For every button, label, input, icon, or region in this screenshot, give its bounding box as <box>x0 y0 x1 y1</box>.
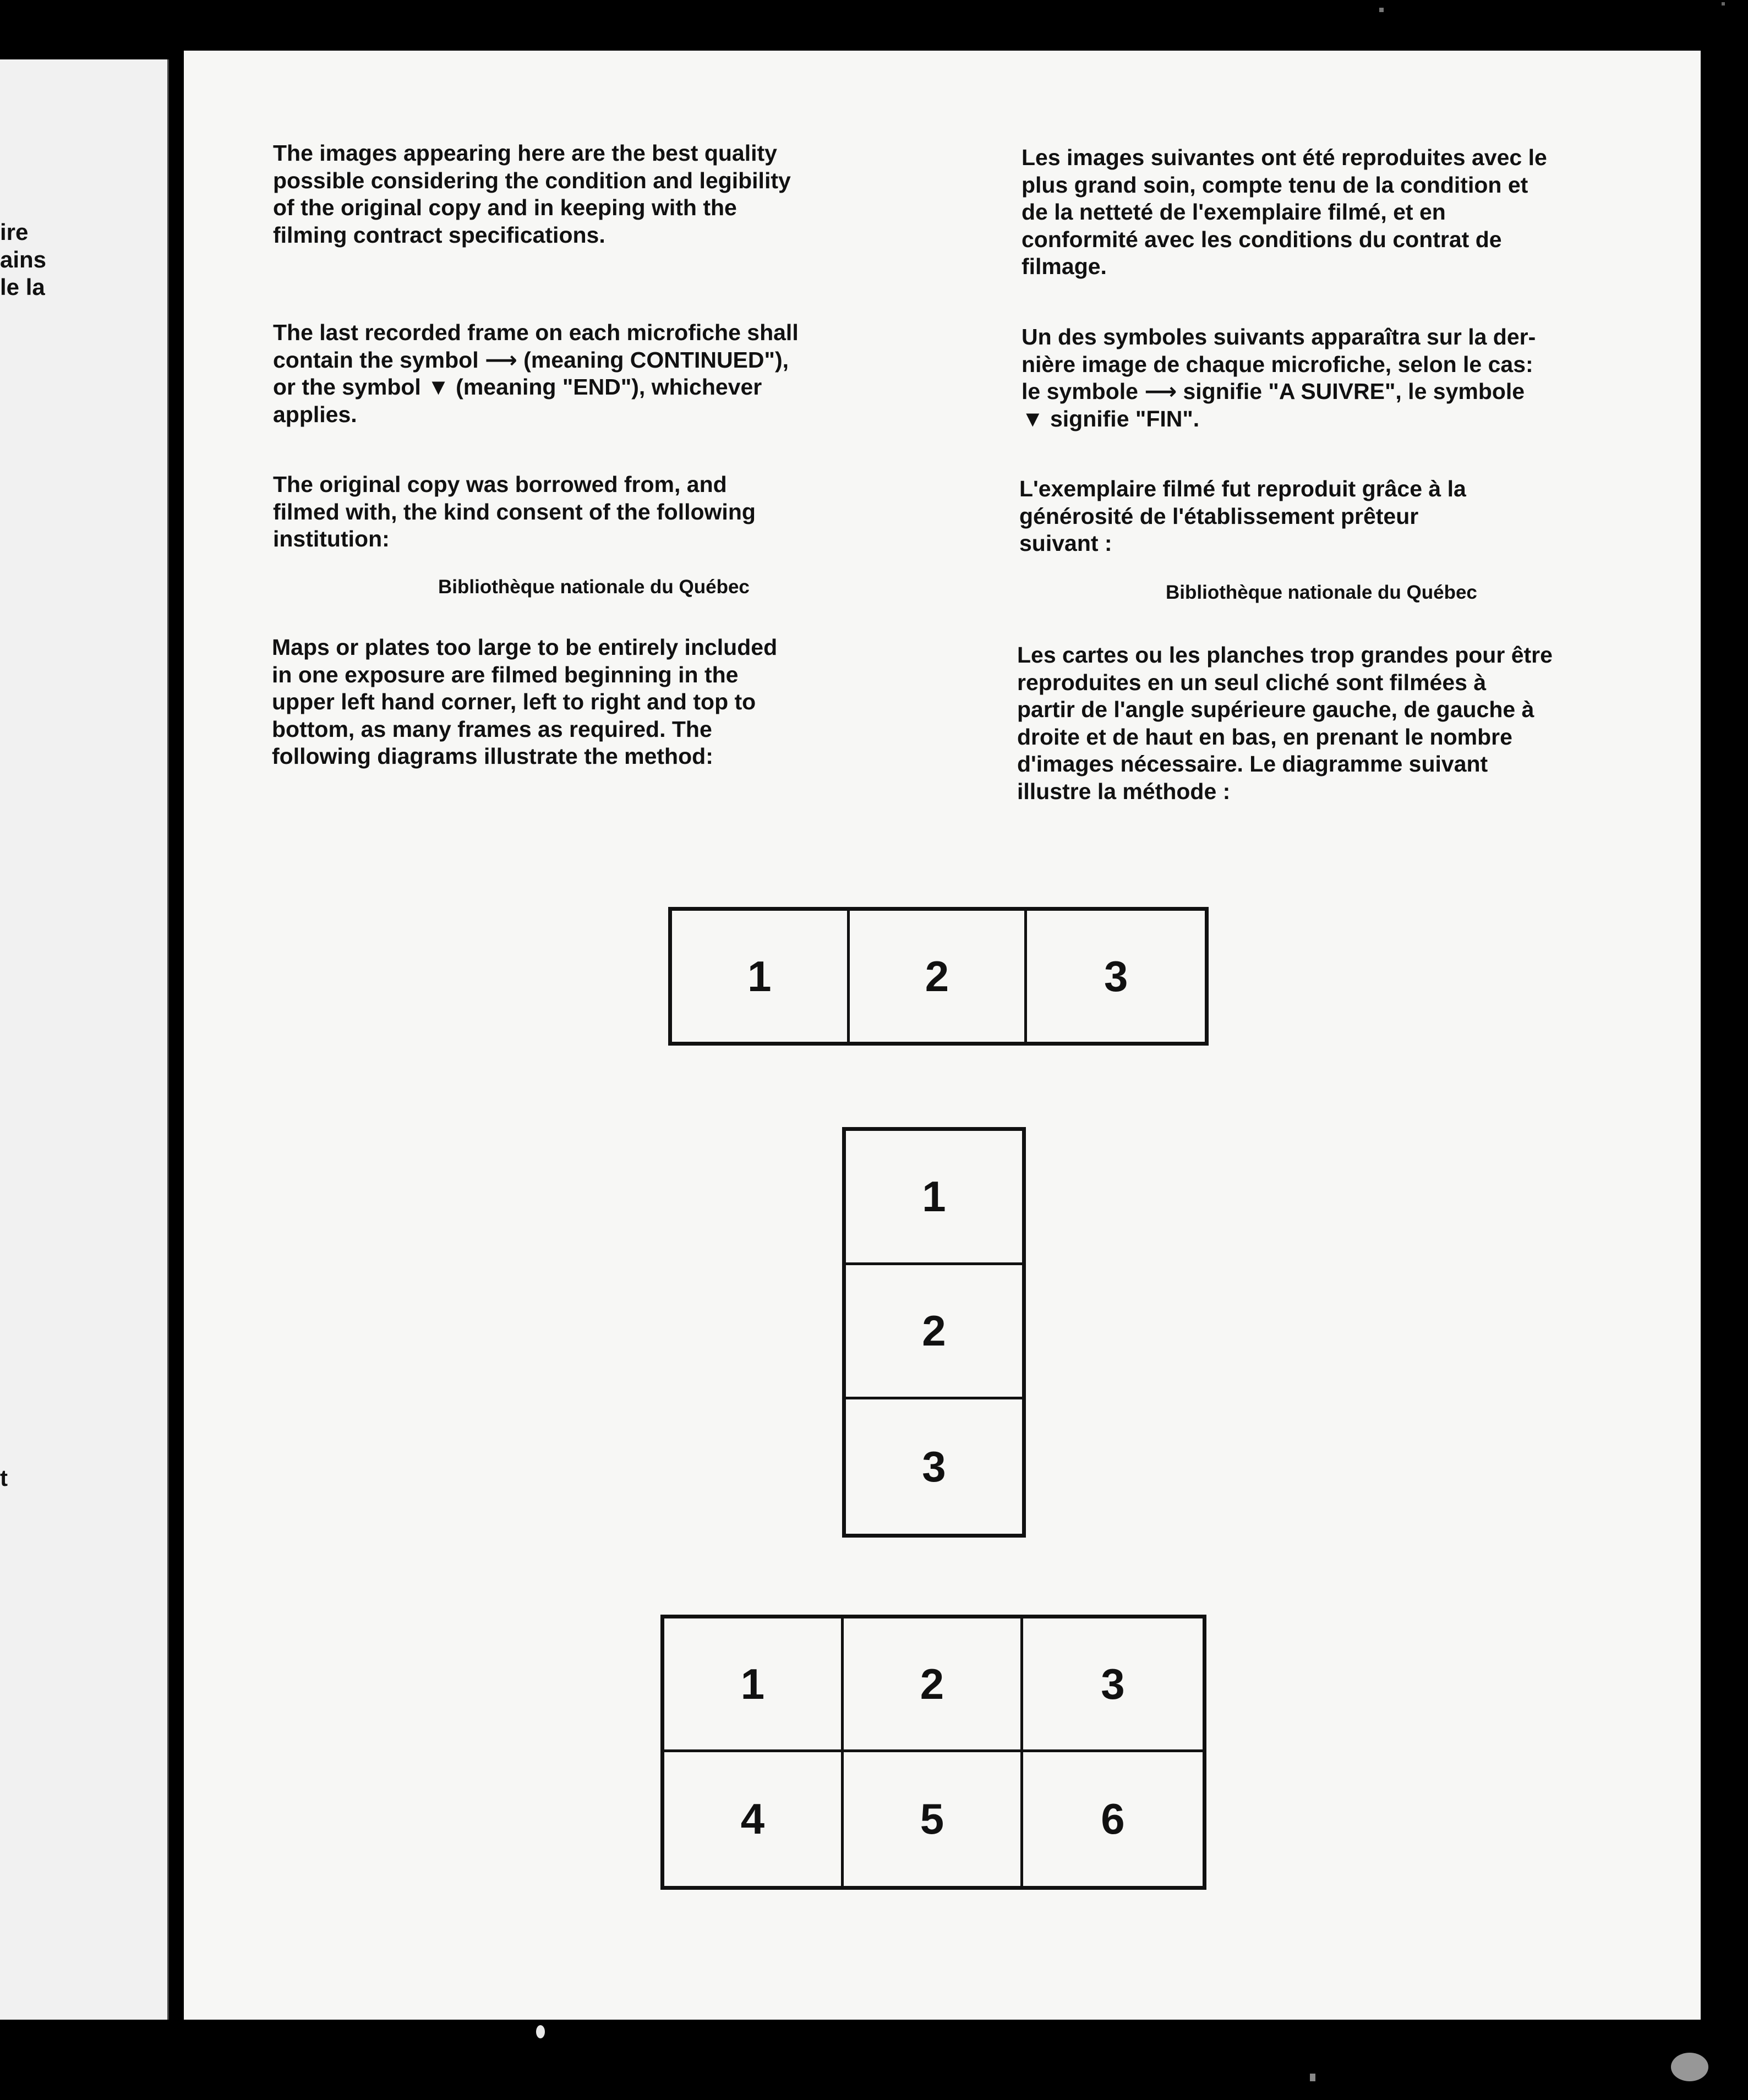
left-fragment-text: ains <box>0 247 47 272</box>
text-line: possible considering the condition and legibility <box>273 167 791 193</box>
scan-speck <box>1379 8 1384 12</box>
text-line: The original copy was borrowed from, and <box>273 472 727 497</box>
diagram-cell: 1 <box>846 1131 1022 1265</box>
diagram-cell: 3 <box>922 1442 946 1491</box>
text-line: L'exemplaire filmé fut reproduit grâce à la <box>1019 476 1466 501</box>
diagram-cell: 3 <box>1104 951 1128 1000</box>
english-library-name: Bibliothèque nationale du Québec <box>438 576 750 598</box>
text-line: générosité de l'établissement prêteur <box>1019 503 1419 529</box>
text-line: nière image de chaque microfiche, selon le cas: <box>1022 351 1533 377</box>
text-line: conformité avec les conditions du contrat de <box>1022 226 1502 252</box>
scan-speck <box>1722 2 1725 6</box>
diagram-cell: 2 <box>850 911 1028 1042</box>
diagram-cell: 1 <box>672 911 850 1042</box>
text-line: Maps or plates too large to be entirely included <box>272 635 778 660</box>
scan-speck <box>1310 2074 1315 2081</box>
left-fragment-text: t <box>0 1465 8 1491</box>
text-line: suivant : <box>1019 531 1112 556</box>
diagram-cell: 2 <box>844 1618 1023 1752</box>
diagram-cell: 1 <box>664 1618 844 1752</box>
scan-speck <box>536 2025 545 2038</box>
text-line: de la netteté de l'exemplaire filmé, et en <box>1022 199 1446 225</box>
diagram-cell: 4 <box>664 1752 844 1886</box>
text-line: droite et de haut en bas, en prenant le nombre <box>1017 724 1512 750</box>
text-line: The images appearing here are the best quality <box>273 140 777 166</box>
text-line: upper left hand corner, left to right and top to <box>272 689 756 714</box>
text-line: le symbole ⟶ signifie "A SUIVRE", le symbole <box>1022 379 1525 404</box>
text-line: of the original copy and in keeping with the <box>273 195 737 220</box>
french-library-name: Bibliothèque nationale du Québec <box>1166 582 1477 603</box>
text-line: plus grand soin, compte tenu de la condition et <box>1022 172 1528 198</box>
left-fragment-text: ire <box>0 219 29 245</box>
left-fragment-text: le la <box>0 274 45 300</box>
text-line: filmed with, the kind consent of the following <box>273 499 756 524</box>
text-line: filmage. <box>1022 254 1107 279</box>
text-line: ▼ signifie "FIN". <box>1022 406 1200 431</box>
text-line: filming contract specifications. <box>273 222 605 248</box>
text-line: Un des symboles suivants apparaîtra sur la der- <box>1022 324 1536 349</box>
text-line: Les cartes ou les planches trop grandes pour être <box>1017 642 1553 668</box>
scan-speck <box>1671 2053 1708 2081</box>
text-line: applies. <box>273 401 357 427</box>
text-line: in one exposure are filmed beginning in the <box>272 661 739 687</box>
text-line: institution: <box>273 526 390 551</box>
diagram-cell: 3 <box>1023 1618 1203 1752</box>
text-line: contain the symbol ⟶ (meaning CONTINUED"), <box>273 347 789 373</box>
diagram-cell: 5 <box>844 1752 1023 1886</box>
text-line: partir de l'angle supérieure gauche, de gauche à <box>1017 697 1534 722</box>
diagram-cell: 2 <box>846 1265 1022 1399</box>
text-line: or the symbol ▼ (meaning "END"), whichever <box>273 374 762 400</box>
text-line: bottom, as many frames as required. The <box>272 716 712 742</box>
text-line: The last recorded frame on each microfiche shall <box>273 320 799 345</box>
text-line: d'images nécessaire. Le diagramme suivant <box>1017 751 1488 776</box>
text-line: illustre la méthode : <box>1017 778 1231 804</box>
text-line: following diagrams illustrate the method: <box>272 743 713 769</box>
text-line: Les images suivantes ont été reproduites avec le <box>1022 145 1547 170</box>
text-line: reproduites en un seul cliché sont filmées à <box>1017 669 1487 695</box>
diagram-cell: 6 <box>1101 1795 1125 1843</box>
